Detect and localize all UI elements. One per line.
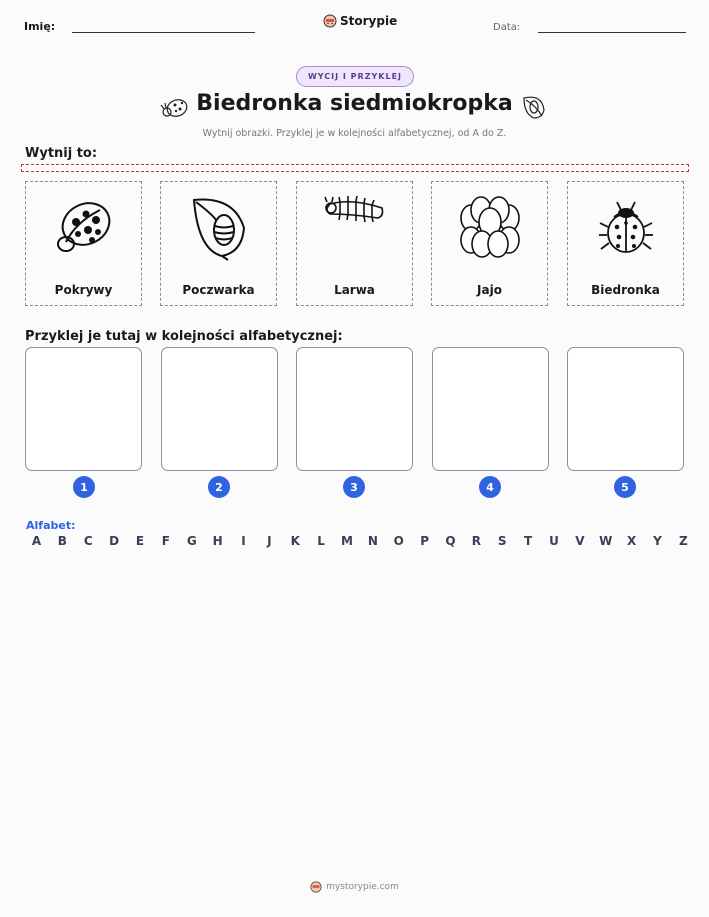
cut-card[interactable] [431, 181, 548, 306]
slot-number-badge: 3 [343, 476, 365, 498]
alphabet-letter: S [497, 534, 507, 548]
alphabet-letter: R [471, 534, 481, 548]
alphabet-letter: K [290, 534, 300, 548]
paste-slot-3[interactable] [296, 347, 413, 471]
alphabet-letter: J [267, 534, 272, 548]
card-label: Poczwarka [182, 283, 255, 297]
alphabet-letter: B [57, 534, 67, 548]
alphabet-letter: X [626, 534, 637, 548]
alphabet-letter: F [161, 534, 170, 548]
date-line[interactable] [538, 32, 686, 33]
cut-section-heading: Wytnij to: [25, 146, 98, 161]
storypie-mascot-icon [323, 14, 337, 28]
brand-logo [323, 14, 397, 28]
cut-card[interactable] [160, 181, 277, 306]
paste-slot-4[interactable] [432, 347, 549, 471]
alphabet-letter: A [31, 534, 42, 548]
activity-badge: WYCIJ I PRZYKLEJ [296, 66, 414, 87]
alphabet-letter: C [83, 534, 93, 548]
slot-number-badge: 4 [479, 476, 501, 498]
alphabet-letter: T [524, 534, 533, 548]
card-label: Biedronka [591, 283, 660, 297]
alphabet-letter: Q [445, 534, 456, 548]
ladybug-shell-icon [52, 196, 116, 260]
card-label: Pokrywy [54, 283, 113, 297]
paste-slot-1[interactable] [25, 347, 142, 471]
paste-section-heading: Przyklej je tutaj w kolejności alfabetycznej: [25, 329, 343, 344]
slot-number-badge: 5 [614, 476, 636, 498]
name-label: Imię: [24, 20, 56, 33]
date-label: Data: [493, 22, 521, 33]
slot-number-badge: 2 [208, 476, 230, 498]
paste-slot-5[interactable] [567, 347, 684, 471]
alphabet-heading: Alfabet: [26, 519, 76, 532]
brand-name: Storypie [340, 14, 398, 28]
alphabet-letter: N [367, 534, 378, 548]
slot-number-badge: 1 [73, 476, 95, 498]
name-line[interactable] [72, 32, 255, 33]
page-title: Biedronka siedmiokropka [196, 91, 513, 116]
cut-card[interactable] [296, 181, 413, 306]
ladybug-icon [595, 197, 657, 259]
card-label: Jajo [477, 283, 502, 297]
alphabet-letter: M [341, 534, 353, 548]
paste-slot-2[interactable] [161, 347, 278, 471]
alphabet-letter: L [317, 534, 325, 548]
instructions: Wytnij obrazki. Przyklej je w kolejności alfabetycznej, od A do Z. [202, 128, 507, 139]
larva-icon [322, 192, 388, 228]
alphabet-letter: Y [653, 534, 662, 548]
cut-card[interactable] [567, 181, 684, 306]
alphabet-letter: D [109, 534, 120, 548]
footer-url[interactable]: mystorypie.com [326, 882, 399, 892]
alphabet-letter: H [212, 534, 223, 548]
alphabet-letter: E [135, 534, 145, 548]
alphabet-letter: G [186, 534, 197, 548]
cut-card[interactable] [25, 181, 142, 306]
cut-line [21, 164, 689, 172]
card-label: Larwa [334, 283, 375, 297]
alphabet-letter: Z [679, 534, 688, 548]
alphabet-letter: U [549, 534, 559, 548]
alphabet-letter: P [420, 534, 430, 548]
pupa-on-leaf-icon [188, 194, 250, 262]
alphabet-row [24, 534, 696, 548]
footer [0, 881, 709, 893]
alphabet-letter: V [575, 534, 585, 548]
storypie-mascot-icon [310, 881, 322, 893]
alphabet-letter: I [241, 534, 246, 548]
alphabet-letter: O [393, 534, 404, 548]
eggs-icon [457, 196, 523, 260]
leaf-doodle-icon [520, 92, 548, 122]
alphabet-letter: W [599, 534, 613, 548]
